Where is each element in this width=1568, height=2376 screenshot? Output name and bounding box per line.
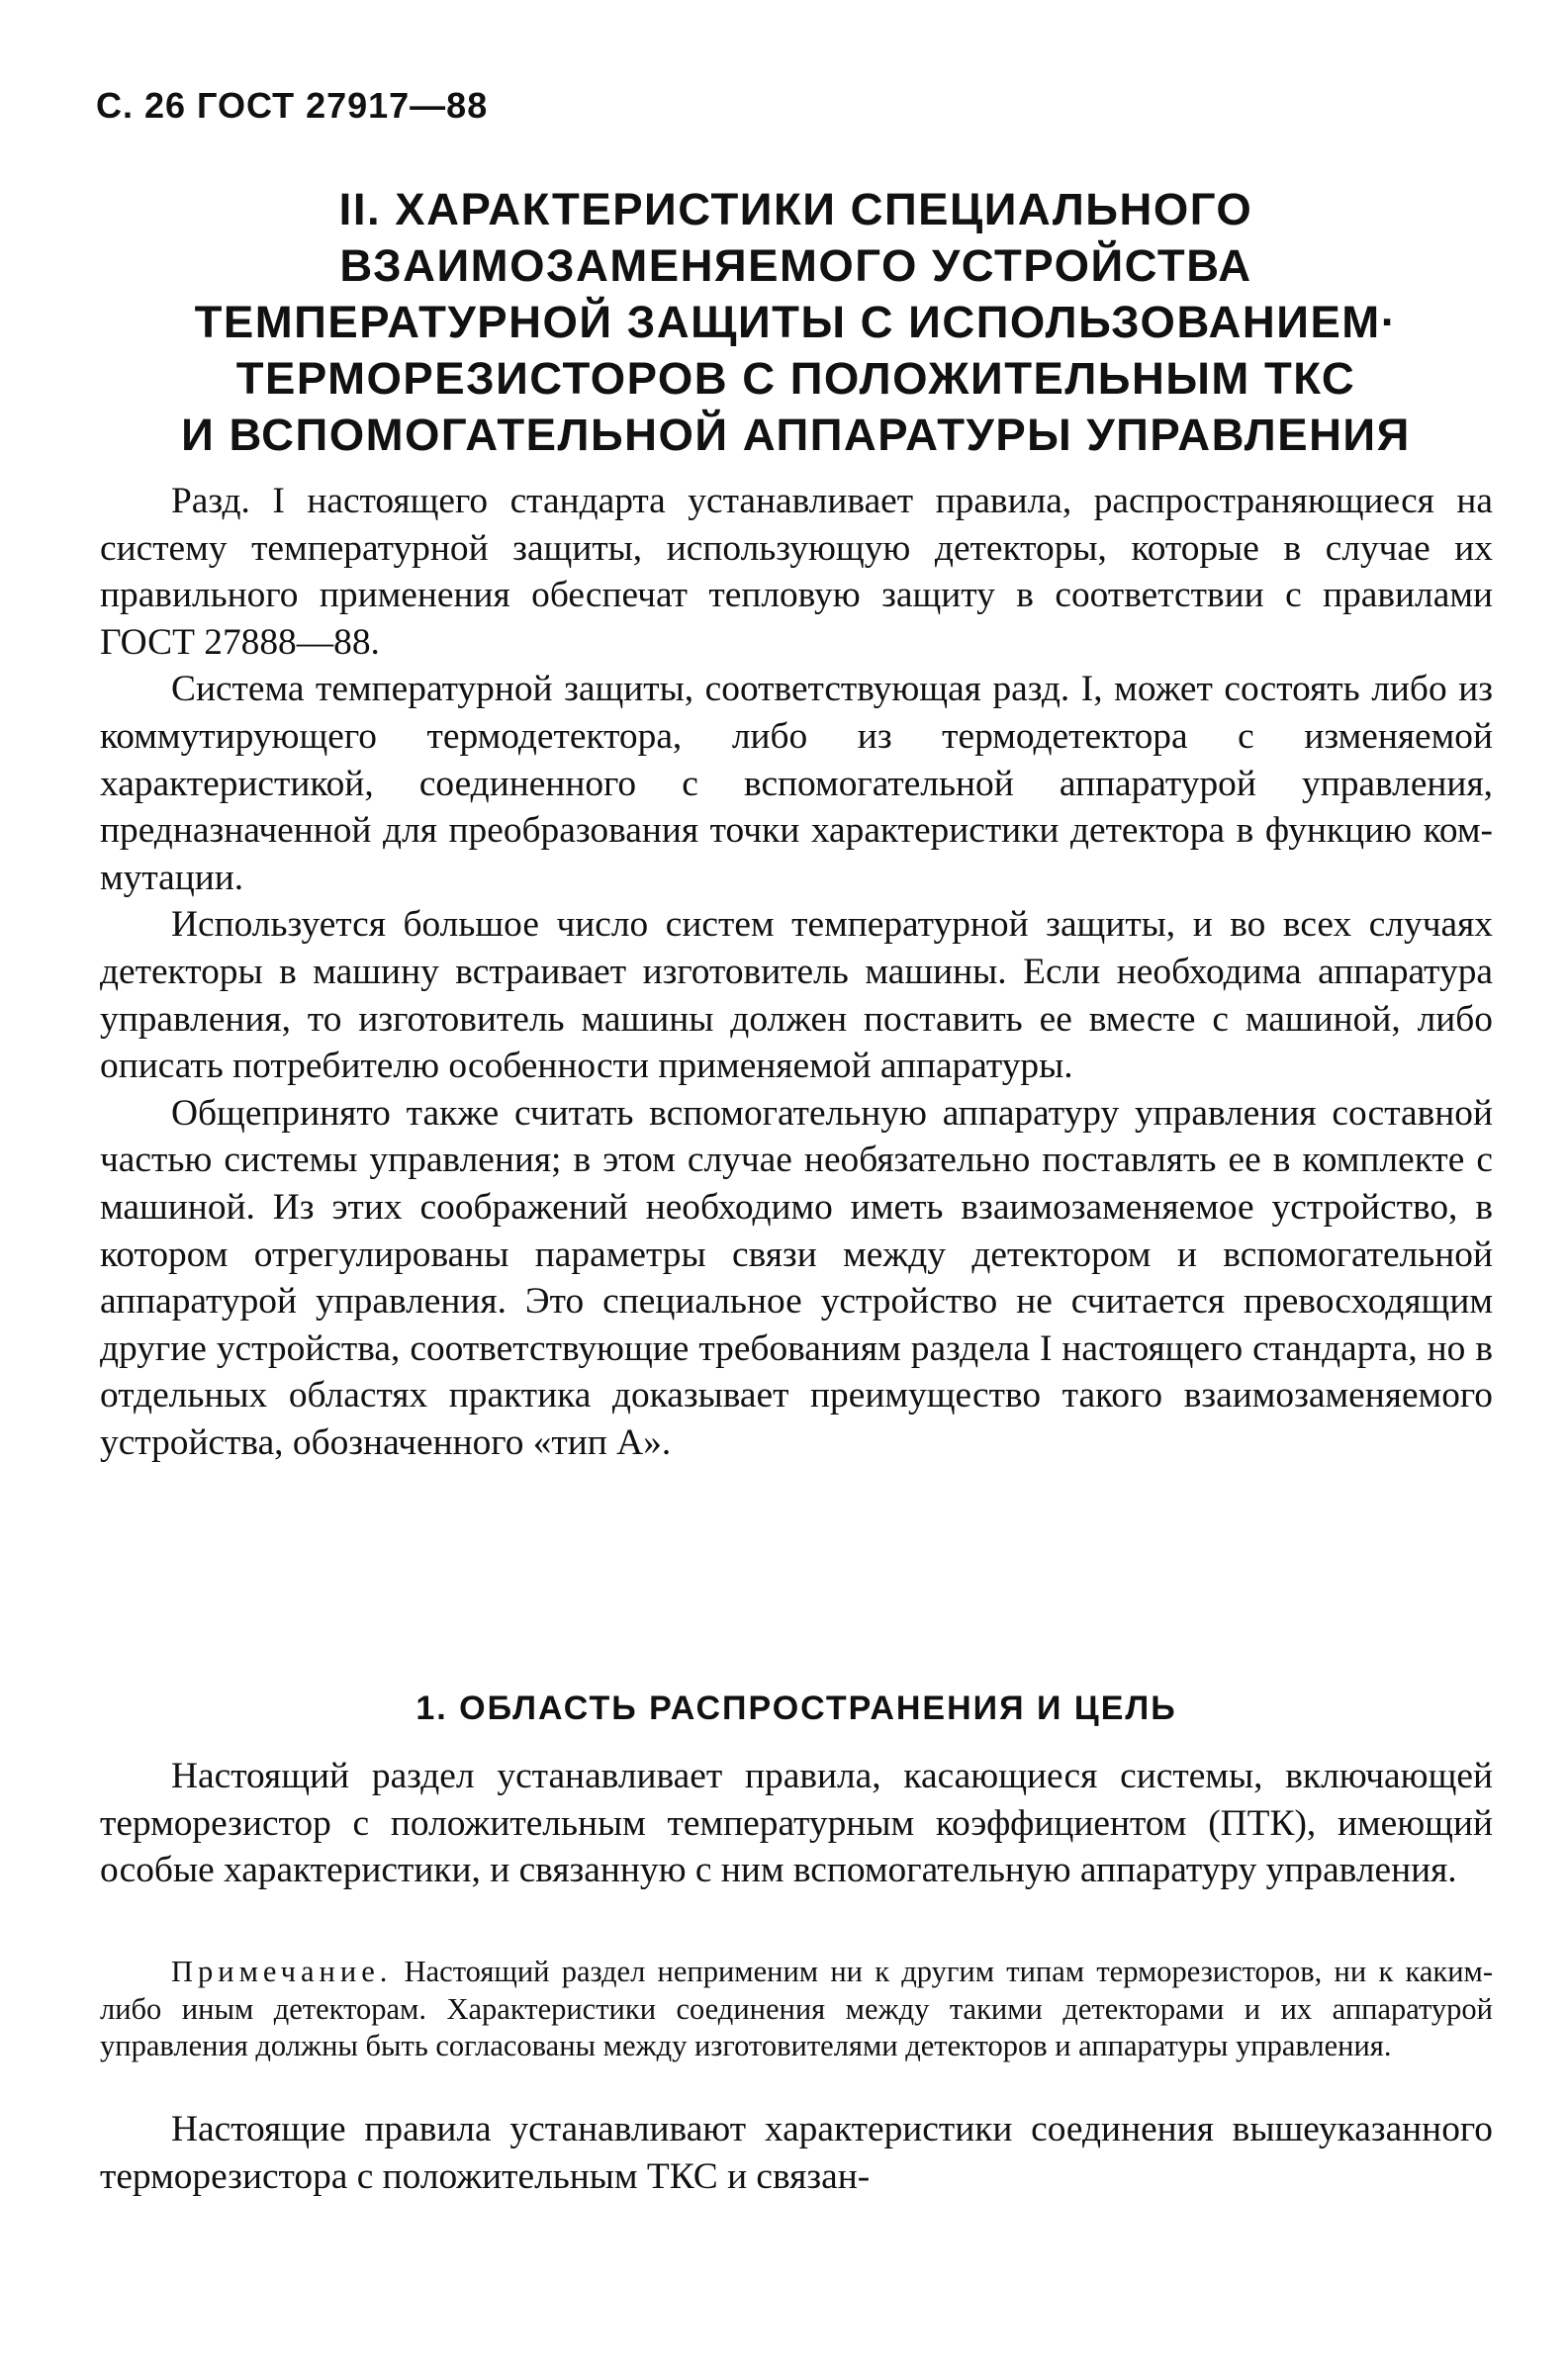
intro-text xyxy=(100,478,1493,1466)
section-title xyxy=(96,181,1496,463)
intro-paragraph: Общепринято также считать вспомогательную аппаратуру управления составной частью системы управления; в этом случае необязательно поставлять ее в комплекте с машиной. Из этих соображений необходимо иметь взаимозаменяемое устройство, в котором отрегулированы параметры связи между детектором и вспомогательной аппаратурой управления. Это специальное устройство не считается превосходящим другие устройства, соответствующие требованиям раздела I настоящего стандарта, но в отдельных областях практика доказывает преимущество такого взаимозаменяемого устройства, обозначенного «тип А». xyxy=(100,1092,1493,1463)
intro-paragraph: Разд. I настоящего стандарта устанавливает правила, распространяющиеся на систему температурной защиты, использующую детекторы, которые в случае их правильного применения обеспечат тепловую защиту в соответствии с правилами ГОСТ 27888—88. xyxy=(100,481,1493,663)
section-title-line: И ВСПОМОГАТЕЛЬНОЙ АППАРАТУРЫ УПРАВЛЕНИЯ xyxy=(181,410,1411,460)
section-title-line: ТЕРМОРЕЗИСТОРОВ С ПОЛОЖИТЕЛЬНЫМ ТКС xyxy=(235,353,1356,404)
section-title-line: ВЗАИМОЗАМЕНЯЕМОГО УСТРОЙСТВА xyxy=(339,240,1252,291)
section-title-line: ТЕМПЕРАТУРНОЙ ЗАЩИТЫ С ИСПОЛЬЗОВАНИЕМ· xyxy=(194,297,1398,347)
note-label: Примечание. xyxy=(171,1955,393,1988)
note xyxy=(100,1954,1493,2065)
intro-paragraph: Система температурной защиты, соответствующая разд. I, может состоять либо из коммутирующего термодетектора, либо из термодетектора с изменяемой характеристикой, соединенного с вспомогательной аппаратурой управления, предназначенной для преобразования точки характеристики детектора в функцию коммутации. xyxy=(100,669,1493,898)
final-paragraph: Настоящие правила устанавливают характеристики соединения вышеуказанного терморезистора с положительным ТКС и связан- xyxy=(100,2109,1493,2197)
note-text: Настоящий раздел неприменим ни к другим типам терморезисторов, ни к каким-либо иным детекторам. Характеристики соединения между такими детекторами и их аппаратурой управления должны быть согласованы между изготовителями детекторов и аппаратуры управления. xyxy=(100,1955,1493,2062)
scope-paragraph: Настоящий раздел устанавливает правила, касающиеся системы, включающей терморезистор с положительным температурным коэффициентом (ПТК), имеющий особые характеристики, и связанную с ним вспомогательную аппаратуру управления. xyxy=(100,1756,1493,1891)
subsection-heading: 1. ОБЛАСТЬ РАСПРОСТРАНЕНИЯ И ЦЕЛЬ xyxy=(415,1690,1177,1727)
intro-paragraph: Используется большое число систем температурной защиты, и во всех случаях детекторы в машину встраивает изготовитель машины. Если необходима аппаратура управления, то изготовитель машины должен поставить ее вместе с машиной, либо описать потребителю особенности применяемой аппаратуры. xyxy=(100,904,1493,1087)
section-title-line: II. ХАРАКТЕРИСТИКИ СПЕЦИАЛЬНОГО xyxy=(338,184,1253,234)
scope-text xyxy=(100,1753,1493,1894)
final-text xyxy=(100,2106,1493,2200)
running-head: С. 26 ГОСТ 27917—88 xyxy=(96,85,489,126)
